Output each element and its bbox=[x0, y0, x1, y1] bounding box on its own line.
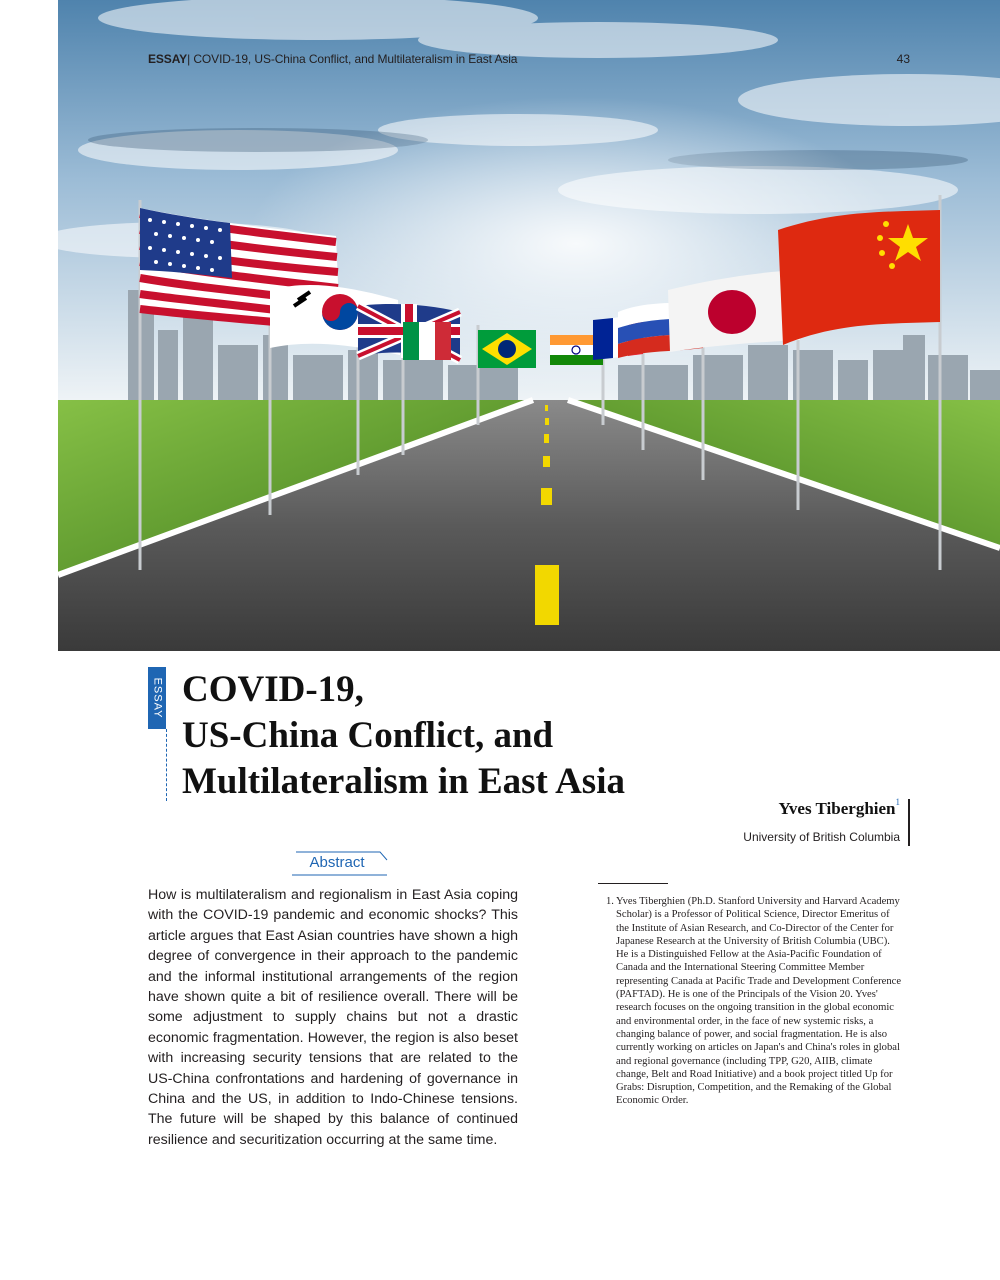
article-title-line: US-China Conflict, and bbox=[182, 715, 554, 756]
footnote-rule bbox=[598, 883, 668, 884]
abstract-heading bbox=[292, 851, 388, 877]
abstract-heading-label: Abstract bbox=[309, 854, 365, 871]
abstract-text: How is multilateralism and regionalism in East Asia coping with the COVID-19 pandemic and economic shocks? This article argues that East Asian countries have shown a high degree of convergence in their approach to the pandemic and the informal institutional arrangements of the region have shown quite a bit of resilience overall. There will be some adjustment to supply chains but not a drastic economic fragmentation. However, the region is also beset with increasing security tensions that are related to the US-China confrontations and hardening of governance in China and the US, in addition to Indo-Chinese tensions. The future will be shaped by this balance of continued resilience and securitization occurring at the same time. bbox=[148, 887, 518, 1148]
flag-italy bbox=[403, 322, 451, 360]
article-title-line: COVID-19, bbox=[182, 669, 364, 710]
running-header bbox=[148, 52, 517, 66]
footnote-number: 1. bbox=[606, 896, 614, 907]
flag-brazil bbox=[478, 330, 536, 368]
section-tag-dashed-line bbox=[166, 729, 167, 801]
article-title-line: Multilateralism in East Asia bbox=[182, 761, 625, 802]
article-title bbox=[182, 667, 625, 805]
author-affiliation: University of British Columbia bbox=[743, 830, 900, 844]
hero-illustration bbox=[58, 0, 1000, 651]
footnote-text: Yves Tiberghien (Ph.D. Stanford University and Harvard Academy Scholar) is a Professor of Political Science, Director Emeritus of the Institute of Asian Research, and Co-Director of the Center for Japanese Research at the University of British Columbia (UBC). He is a Distinguished Fellow at the Asia-Pacific Foundation of Canada and the International Steering Committee Member representing Canada at Pacific Trade and Development Conference (PAFTAD). He is one of the Principals of the Vision 20. Yves' research focuses on the ongoing transition in the global economic and environmental order, in the face of new systemic risks, a changing balance of power, and social fragmentation. He is also currently working on articles on Japan's and China's roles in global and regional governance (including TPP, G20, AIIB, climate change, Belt and Road Initiative) and a book project titled Up for Grabs: Disruption, Competition, and the Remaking of the Global Economic Order. bbox=[616, 896, 902, 1107]
author-footnote-marker[interactable]: 1 bbox=[895, 797, 900, 807]
running-header-section: ESSAY bbox=[148, 52, 188, 66]
author-name: Yves Tiberghien bbox=[778, 799, 896, 818]
running-header-title: COVID-19, US-China Conflict, and Multilateralism in East Asia bbox=[193, 52, 518, 66]
author-name-block bbox=[779, 799, 900, 819]
author-divider bbox=[908, 799, 910, 846]
section-tag-label: ESSAY bbox=[151, 677, 163, 719]
section-tag-label-wrap bbox=[148, 667, 166, 729]
page-number: 43 bbox=[896, 52, 910, 66]
footnote bbox=[598, 895, 903, 1108]
running-header-separator: | bbox=[187, 52, 191, 66]
